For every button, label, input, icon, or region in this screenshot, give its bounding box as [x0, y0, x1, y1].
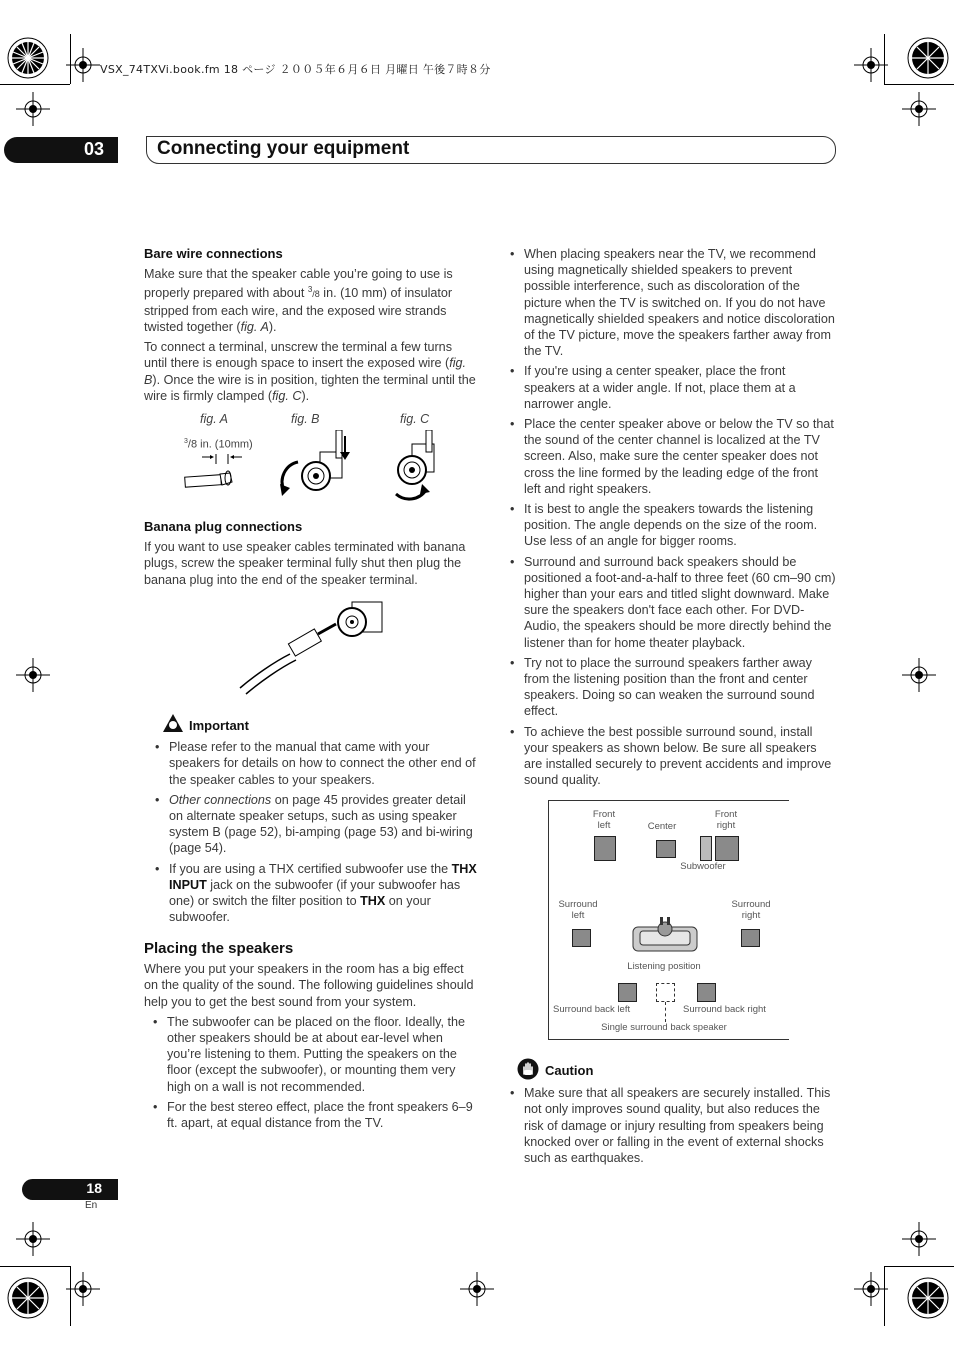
- front-right-speaker: [715, 836, 739, 861]
- registration-mark-icon: [4, 1274, 52, 1322]
- paragraph: To connect a terminal, unscrew the terminal a few turns until there is enough space to insert the exposed wire (fig. B). Once the wire is in position, tighten the terminal until the wire is firmly clamped (fig. C).: [144, 340, 476, 403]
- caution-heading: Caution: [545, 1063, 594, 1078]
- surround-back-left-label: Surround back left: [553, 1004, 631, 1015]
- dashed-leader-line: [665, 1002, 666, 1022]
- registration-mark-icon: [904, 34, 952, 82]
- crosshair-icon: [854, 48, 888, 82]
- crosshair-icon: [66, 48, 100, 82]
- terminal-tighten-illustration: [386, 430, 448, 502]
- surround-right-label: Surround right: [731, 899, 771, 921]
- crosshair-icon: [16, 92, 50, 126]
- fig-c-label: fig. C: [400, 412, 430, 426]
- file-info: VSX_74TXVi.book.fm 18 ページ ２００５年６月６日 月曜日 午後７時８分: [100, 63, 491, 76]
- speaker-placement-diagram: [548, 800, 789, 1040]
- front-left-speaker: [594, 836, 616, 861]
- list-item: • Try not to place the surround speakers farther away from the listening position than the front and center speakers. Doing so can weaken the surround sound effect.: [508, 655, 836, 720]
- chapter-number: 03: [83, 139, 104, 159]
- surround-left-label: Surround left: [558, 899, 598, 921]
- surround-back-right-label: Surround back right: [683, 1004, 766, 1015]
- listening-position-label: Listening position: [627, 961, 701, 972]
- sofa-icon: [632, 917, 698, 953]
- chapter-title: Connecting your equipment: [157, 138, 410, 159]
- front-left-label: Front left: [592, 809, 616, 831]
- right-column-bullets: [508, 246, 836, 793]
- registration-mark-icon: [904, 1274, 952, 1322]
- stripped-wire-illustration: [182, 452, 242, 492]
- caution-section: [508, 1063, 836, 1170]
- list-item: • If you are using a THX certified subwoofer use the THX INPUT jack on the subwoofer (if your subwoofer has one) or switch the filter position to THX on your subwoofer.: [146, 861, 480, 926]
- list-item: • To achieve the best possible surround sound, install your speakers as shown below. Be sure all speakers are installed securely to prevent accidents and improve sound quality.: [508, 724, 836, 789]
- fig-b-label: fig. B: [291, 412, 320, 426]
- crosshair-icon: [854, 1272, 888, 1306]
- surround-left-speaker: [572, 929, 591, 947]
- crosshair-icon: [460, 1272, 494, 1306]
- crosshair-icon: [66, 1272, 100, 1306]
- section-heading: Bare wire connections: [144, 246, 283, 261]
- language-label: En: [85, 1200, 98, 1211]
- paragraph: Make sure that the speaker cable you’re going to use is properly prepared with about $^3$/8 in. (10 mm) of insulator stripped from each wire, and the exposed wire strands twisted together (fig. A).: [144, 267, 453, 334]
- list-item: • Other connections on page 45 provides greater detail on alternate speaker setups, such as using speaker system B (page 52), bi-amping (page 53) and bi-wiring (page 54).: [146, 792, 480, 857]
- front-right-label: Front right: [714, 809, 738, 831]
- list-item: • It is best to angle the speakers towards the listening position. The angle depends on the size of the room. Use less of an angle for bigger rooms.: [508, 501, 836, 550]
- important-section: [146, 718, 480, 929]
- crosshair-icon: [902, 658, 936, 692]
- dimension-label: $^3$/8 in. (10mm): [184, 438, 253, 451]
- single-surround-back-speaker: [656, 983, 675, 1002]
- section-heading: Placing the speakers: [144, 940, 294, 957]
- paragraph: Where you put your speakers in the room has a big effect on the quality of the sound. The following guidelines should help you to get the best sound from your system.: [144, 962, 474, 1009]
- bare-wire-section: [144, 246, 478, 408]
- list-item: • When placing speakers near the TV, we recommend using magnetically shielded speakers to prevent possible interference, such as discoloration of the picture when the TV is switched on. If you do not have magnetically shielded speakers and notice discoloration of the TV picture, move the speakers farther away from the TV.: [508, 246, 836, 359]
- list-item: • Make sure that all speakers are securely installed. This not only improves sound quality, but also reduces the risk of damage or injury resulting from speakers being knocked over or falling in the event of external shocks such as earthquakes.: [508, 1085, 836, 1166]
- surround-back-left-speaker: [618, 983, 637, 1002]
- center-label: Center: [647, 821, 677, 832]
- crosshair-icon: [902, 1222, 936, 1256]
- important-heading: Important: [189, 718, 249, 733]
- page-number-tab: [22, 1179, 118, 1200]
- paragraph: If you want to use speaker cables terminated with banana plugs, screw the speaker terminal fully shut then plug the banana plug into the end of the speaker terminal.: [144, 540, 466, 587]
- center-speaker: [656, 840, 676, 858]
- crosshair-icon: [16, 1222, 50, 1256]
- placing-speakers-section: [144, 941, 480, 1135]
- list-item: • For the best stereo effect, place the front speakers 6–9 ft. apart, at equal distance from the TV.: [144, 1099, 480, 1131]
- crosshair-icon: [16, 658, 50, 692]
- surround-back-right-speaker: [697, 983, 716, 1002]
- banana-plug-illustration: [234, 596, 388, 696]
- terminal-insert-illustration: [276, 430, 356, 502]
- subwoofer-speaker: [700, 836, 712, 861]
- page-number: 18: [86, 1180, 102, 1196]
- subwoofer-label: Subwoofer: [680, 861, 726, 872]
- list-item: • Place the center speaker above or below the TV so that the sound of the center channel is localized at the TV screen. Also, make sure the center speaker does not cross the line formed by the leading edge of the front left and right speakers.: [508, 416, 836, 497]
- crosshair-icon: [902, 92, 936, 126]
- list-item: • The subwoofer can be placed on the floor. Ideally, the other speakers should be at about ear-level when you’re listening to them. Putting the speakers on the floor (except the subwoofer), or mounting them very high on a wall is not recommended.: [144, 1014, 480, 1095]
- registration-mark-icon: [4, 34, 52, 82]
- chapter-title-bar: [146, 136, 836, 164]
- section-heading: Banana plug connections: [144, 519, 303, 534]
- chapter-tab: [4, 137, 118, 163]
- list-item: • Please refer to the manual that came with your speakers for details on how to connect the other end of the speaker cables to your speakers.: [146, 739, 480, 788]
- banana-plug-section: [144, 519, 480, 592]
- list-item: • Surround and surround back speakers should be positioned a foot-and-a-half to three feet (60 cm–90 cm) higher than your ears and titled slight downward. Make sure the speakers don't face each other. For DVD-Audio, the speakers should be more directly behind the listener than for home theater playback.: [508, 554, 836, 651]
- list-item: • If you're using a center speaker, place the front speakers at a wider angle. If not, place them at a narrower angle.: [508, 363, 836, 412]
- surround-right-speaker: [741, 929, 760, 947]
- fig-a-label: fig. A: [200, 412, 229, 426]
- single-surround-back-label: Single surround back speaker: [601, 1022, 727, 1033]
